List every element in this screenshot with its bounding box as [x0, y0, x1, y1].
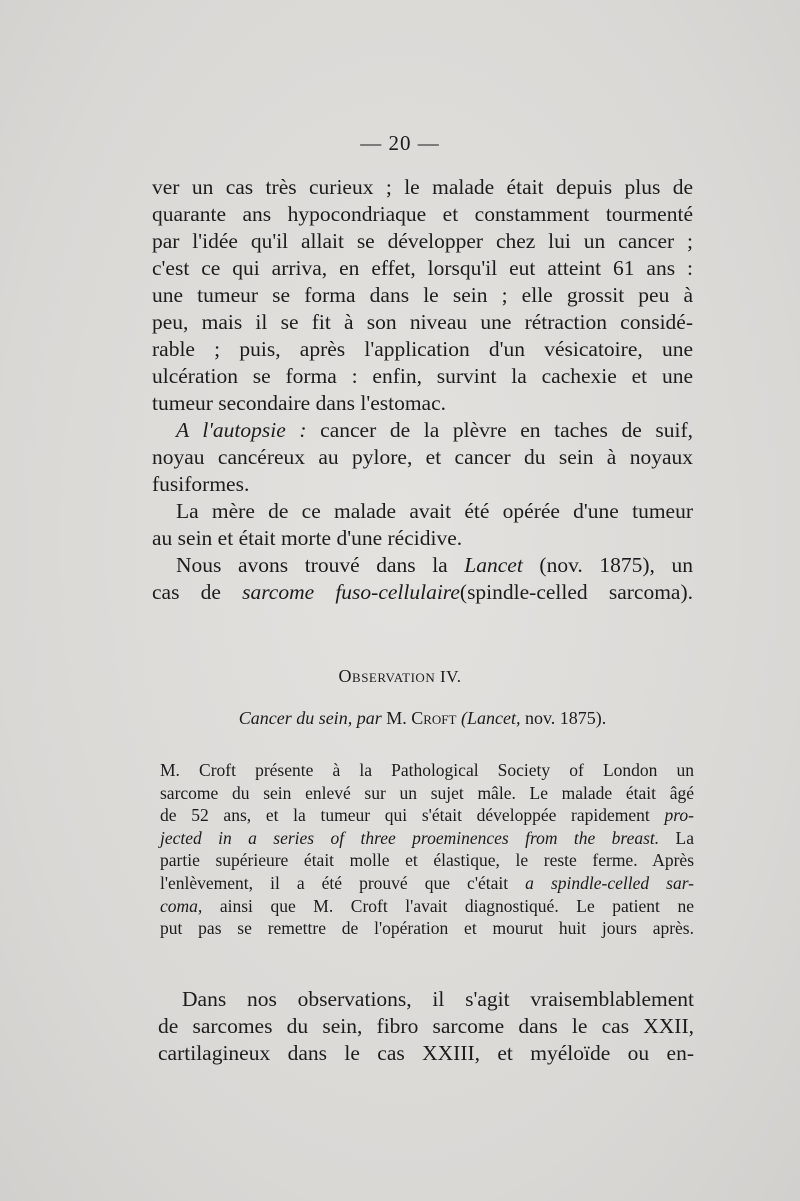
text-line: ulcération se forma : enfin, survint la cachexie et une: [152, 364, 693, 388]
text-line: [152, 552, 693, 579]
italic-text: (Lancet,: [456, 708, 521, 728]
text-fragment: de 52 ans, et la tumeur qui s'était développée rapidement: [160, 805, 665, 826]
author-name: Croft: [411, 708, 457, 728]
paragraph-4: [152, 552, 693, 606]
text-line: M. Croft présente à la Pathological Society of London un: [160, 760, 694, 780]
observation-title-label: Observation: [338, 666, 436, 686]
text-line: par l'idée qu'il allait se développer chez lui un cancer ;: [152, 229, 693, 253]
observation-title: [0, 666, 800, 687]
text-line: de sarcomes du sein, fibro sarcome dans le cas XXII,: [158, 1014, 694, 1038]
paragraph-3: [152, 498, 693, 552]
text-line: rable ; puis, après l'application d'un vésicatoire, une: [152, 337, 693, 361]
text-line: [160, 804, 694, 827]
text-fragment: La: [659, 827, 694, 848]
text-line: quarante ans hypocondriaque et constamment tourmenté: [152, 202, 693, 226]
text-line: fusiformes.: [152, 472, 250, 496]
italic-text: pro-: [664, 805, 694, 826]
paragraph-2: [152, 417, 693, 498]
text-line: au sein et était morte d'une récidive.: [152, 526, 463, 550]
text-line: c'est ce qui arriva, en effet, lorsqu'il eut atteint 61 ans :: [152, 256, 693, 280]
italic-text: Lancet: [464, 553, 523, 577]
text-line: [160, 895, 694, 918]
text-fragment: Nous avons trouvé dans la: [176, 553, 465, 577]
text-fragment: cas de: [152, 580, 243, 604]
text-line: [152, 417, 693, 444]
text-line: noyau cancéreux au pylore, et cancer du sein à noyaux: [152, 445, 693, 469]
text-line: sarcome du sein enlevé sur un sujet mâle. Le malade était âgé: [160, 782, 694, 803]
italic-text: jected in a series of three proeminences from the breast.: [160, 827, 660, 848]
italic-text: sarcome fuso-cellulaire: [242, 580, 460, 604]
text-line: partie supérieure était molle et élastique, le reste ferme. Après: [160, 850, 694, 871]
italic-text: a spindle-celled sar-: [525, 872, 694, 893]
text-fragment: M.: [381, 708, 412, 728]
text-line: put pas se remettre de l'opération et mourut huit jours après.: [160, 918, 694, 939]
text-line: Dans nos observations, il s'agit vraisemblablement: [182, 987, 694, 1011]
text-fragment: (spindle-celled sarcoma).: [459, 580, 693, 604]
italic-text: coma,: [160, 895, 203, 916]
observation-title-number: IV.: [435, 667, 462, 686]
paragraph-1: [152, 174, 693, 417]
text-fragment: ainsi que M. Croft l'avait diagnostiqué. Le patient ne: [202, 895, 694, 916]
text-line: peu, mais il se fit à son niveau une rétraction considé-: [152, 310, 693, 334]
observation-subtitle: [0, 708, 800, 729]
page-number: — 20 —: [360, 131, 440, 155]
text-fragment: nov. 1875).: [520, 708, 607, 728]
text-line: [160, 827, 694, 850]
text-line: une tumeur se forma dans le sein ; elle grossit peu à: [152, 283, 693, 307]
text-fragment: cancer de la plèvre en taches de suif,: [306, 418, 693, 442]
text-line: cartilagineux dans le cas XXIII, et myéloïde ou en-: [158, 1041, 694, 1065]
text-fragment: l'enlèvement, il a été prouvé que c'était: [160, 872, 526, 893]
closing-paragraph: [158, 986, 694, 1067]
text-fragment: (nov. 1875), un: [522, 553, 693, 577]
text-line: ver un cas très curieux ; le malade était depuis plus de: [152, 175, 693, 199]
observation-body: [160, 759, 694, 940]
text-line: La mère de ce malade avait été opérée d'une tumeur: [176, 499, 693, 523]
text-line: [160, 872, 694, 895]
text-line: [152, 579, 693, 606]
italic-text: A l'autopsie :: [176, 418, 307, 442]
text-line: tumeur secondaire dans l'estomac.: [152, 391, 447, 415]
italic-text: Cancer du sein, par: [238, 708, 382, 728]
main-text-block: [152, 174, 693, 606]
